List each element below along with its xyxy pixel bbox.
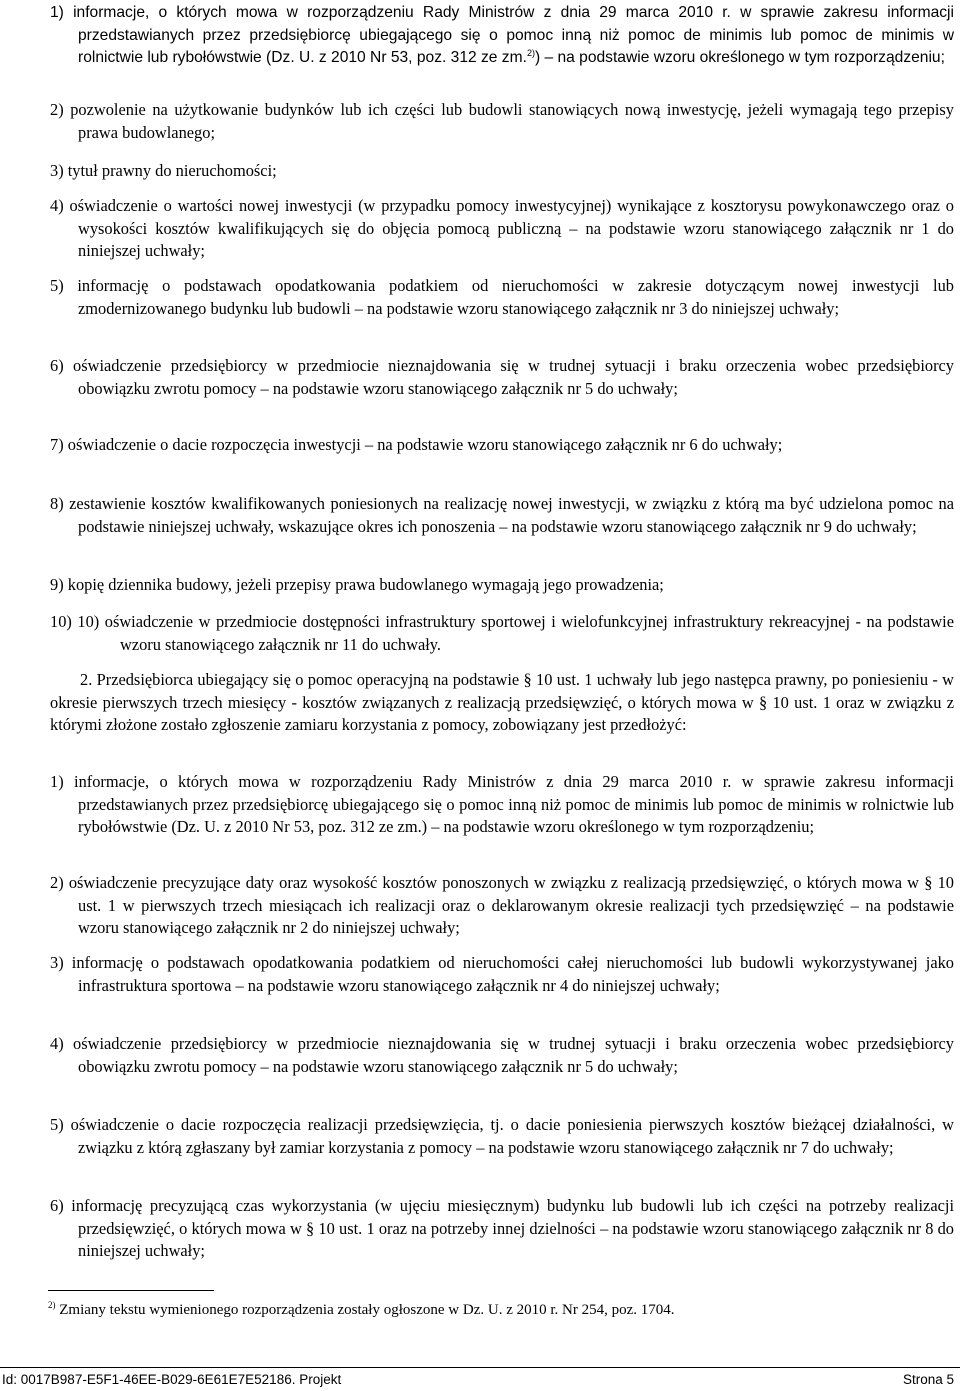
list-item-a4: 4) oświadczenie o wartości nowej inwestycji (w przypadku pomocy inwestycyjnej) wynikające z kosztorysu powykonawczego oraz o wysokości kosztów kwalifikujących się do objęcia pomocą publiczną – na podstawie wzoru stanowiącego załącznik nr 1 do niniejszej uchwały; bbox=[50, 196, 954, 260]
list-item-a10: 10) 10) oświadczenie w przedmiocie dostępności infrastruktury sportowej i wielofunkcyjnej infrastruktury rekreacyjnej - na podstawie wzoru stanowiącego załącznik nr 11 do uchwały. bbox=[50, 612, 954, 654]
footer-separator bbox=[0, 1367, 960, 1368]
list-item-a5: 5) informację o podstawach opodatkowania podatkiem od nieruchomości w zakresie dotyczącym nowej inwestycji lub zmodernizowanego budynku lub budowli – na podstawie wzoru stanowiącego załącznik nr 3 do niniejszej uchwały; bbox=[50, 276, 954, 318]
list-item-a2: 2) pozwolenie na użytkowanie budynków lub ich części lub budowli stanowiących nową inwestycję, jeżeli wymagają tego przepisy prawa budowlanego; bbox=[50, 100, 954, 142]
list-item-b1: 1) informacje, o których mowa w rozporządzeniu Rady Ministrów z dnia 29 marca 2010 r. w sprawie zakresu informacji przedstawianych przez przedsiębiorcę ubiegającego się o pomoc inną niż pomoc de minimis lub pomoc de minimis w rolnictwie lub rybołówstwie (Dz. U. z 2010 Nr 53, poz. 312 ze zm.) – na podstawie wzoru określonego w tym rozporządzeniu; bbox=[50, 772, 954, 836]
document-id: Id: 0017B987-E5F1-46EE-B029-6E61E7E52186. Projekt bbox=[2, 1372, 342, 1387]
footnote bbox=[48, 1300, 948, 1320]
list-item-b6: 6) informację precyzującą czas wykorzystania (w ujęciu miesięcznym) budynku lub budowli lub ich części na potrzeby realizacji przedsięwzięć, o których mowa w § 10 ust. 1 oraz na potrzeby innej dzielności – na podstawie wzoru stanowiącego załącznik nr 8 do niniejszej uchwały; bbox=[50, 1196, 954, 1260]
page-number: Strona 5 bbox=[902, 1372, 954, 1387]
list-item-a8: 8) zestawienie kosztów kwalifikowanych poniesionych na realizację nowej inwestycji, w związku z którą ma być udzielona pomoc na podstawie niniejszej uchwały, wskazujące okres ich ponoszenia – na podstawie wzoru stanowiącego załącznik nr 9 do uchwały; bbox=[50, 494, 954, 536]
list-item-a7: 7) oświadczenie o dacie rozpoczęcia inwestycji – na podstawie wzoru stanowiącego załącznik nr 6 do uchwały; bbox=[50, 435, 783, 454]
footnote-mark: 2) bbox=[48, 1300, 56, 1310]
list-item-a1-text: 1) informacje, o których mowa w rozporządzeniu Rady Ministrów z dnia 29 marca 2010 r. w sprawie zakresu informacji przedstawianych przez przedsiębiorcę ubiegającego się o pomoc inną niż pomoc de minimis lub pomoc de minimis w rolnictwie lub rybołówstwie (Dz. U. z 2010 Nr 53, poz. 312 ze zm. bbox=[50, 4, 954, 66]
footnote-text: Zmiany tekstu wymienionego rozporządzenia zostały ogłoszone w Dz. U. z 2010 r. Nr 254, poz. 1704. bbox=[55, 1302, 675, 1318]
list-item-a1 bbox=[50, 2, 954, 70]
list-item-a3: 3) tytuł prawny do nieruchomości; bbox=[50, 161, 277, 180]
list-item-b5: 5) oświadczenie o dacie rozpoczęcia realizacji przedsięwzięcia, tj. o dacie poniesienia pierwszych kosztów bieżącej działalności, w związku z którą zgłaszany był zamiar korzystania z pomocy – na podstawie wzoru stanowiącego załącznik nr 7 do uchwały; bbox=[50, 1115, 954, 1157]
list-item-a1-tail: ) – na podstawie wzoru określonego w tym rozporządzeniu; bbox=[534, 49, 945, 66]
footnote-separator bbox=[48, 1290, 214, 1291]
list-item-b4: 4) oświadczenie przedsiębiorcy w przedmiocie nieznajdowania się w trudnej sytuacji i braku orzeczenia wobec przedsiębiorcy obowiązku zwrotu pomocy – na podstawie wzoru stanowiącego załącznik nr 5 do uchwały; bbox=[50, 1034, 954, 1076]
list-item-b3: 3) informację o podstawach opodatkowania podatkiem od nieruchomości całej nieruchomości lub budowli wykorzystywanej jako infrastruktura sportowa – na podstawie wzoru stanowiącego załącznik nr 4 do niniejszej uchwały; bbox=[50, 953, 954, 995]
section-2-paragraph: 2. Przedsiębiorca ubiegający się o pomoc operacyjną na podstawie § 10 ust. 1 uchwały lub jego następca prawny, po poniesieniu - w okresie pierwszych trzech miesięcy - kosztów związanych z realizacją przedsięwzięć, o których mowa w § 10 ust. 1 oraz w związku z którymi złożone zostało zgłoszenie zamiaru korzystania z pomocy, zobowiązany jest przedłożyć: bbox=[50, 670, 954, 734]
list-item-a6: 6) oświadczenie przedsiębiorcy w przedmiocie nieznajdowania się w trudnej sytuacji i braku orzeczenia wobec przedsiębiorcy obowiązku zwrotu pomocy – na podstawie wzoru stanowiącego załącznik nr 5 do uchwały; bbox=[50, 356, 954, 398]
footnote-reference[interactable]: 2) bbox=[526, 47, 535, 58]
list-item-a9: 9) kopię dziennika budowy, jeżeli przepisy prawa budowlanego wymagają jego prowadzenia; bbox=[50, 575, 664, 594]
list-item-b2: 2) oświadczenie precyzujące daty oraz wysokość kosztów ponoszonych w związku z realizacją przedsięwzięć, o których mowa w § 10 ust. 1 w pierwszych trzech miesiącach ich realizacji oraz o deklarowanym okresie realizacji tych przedsięwzięć – na podstawie wzoru stanowiącego załącznik nr 2 do niniejszej uchwały; bbox=[50, 873, 954, 937]
